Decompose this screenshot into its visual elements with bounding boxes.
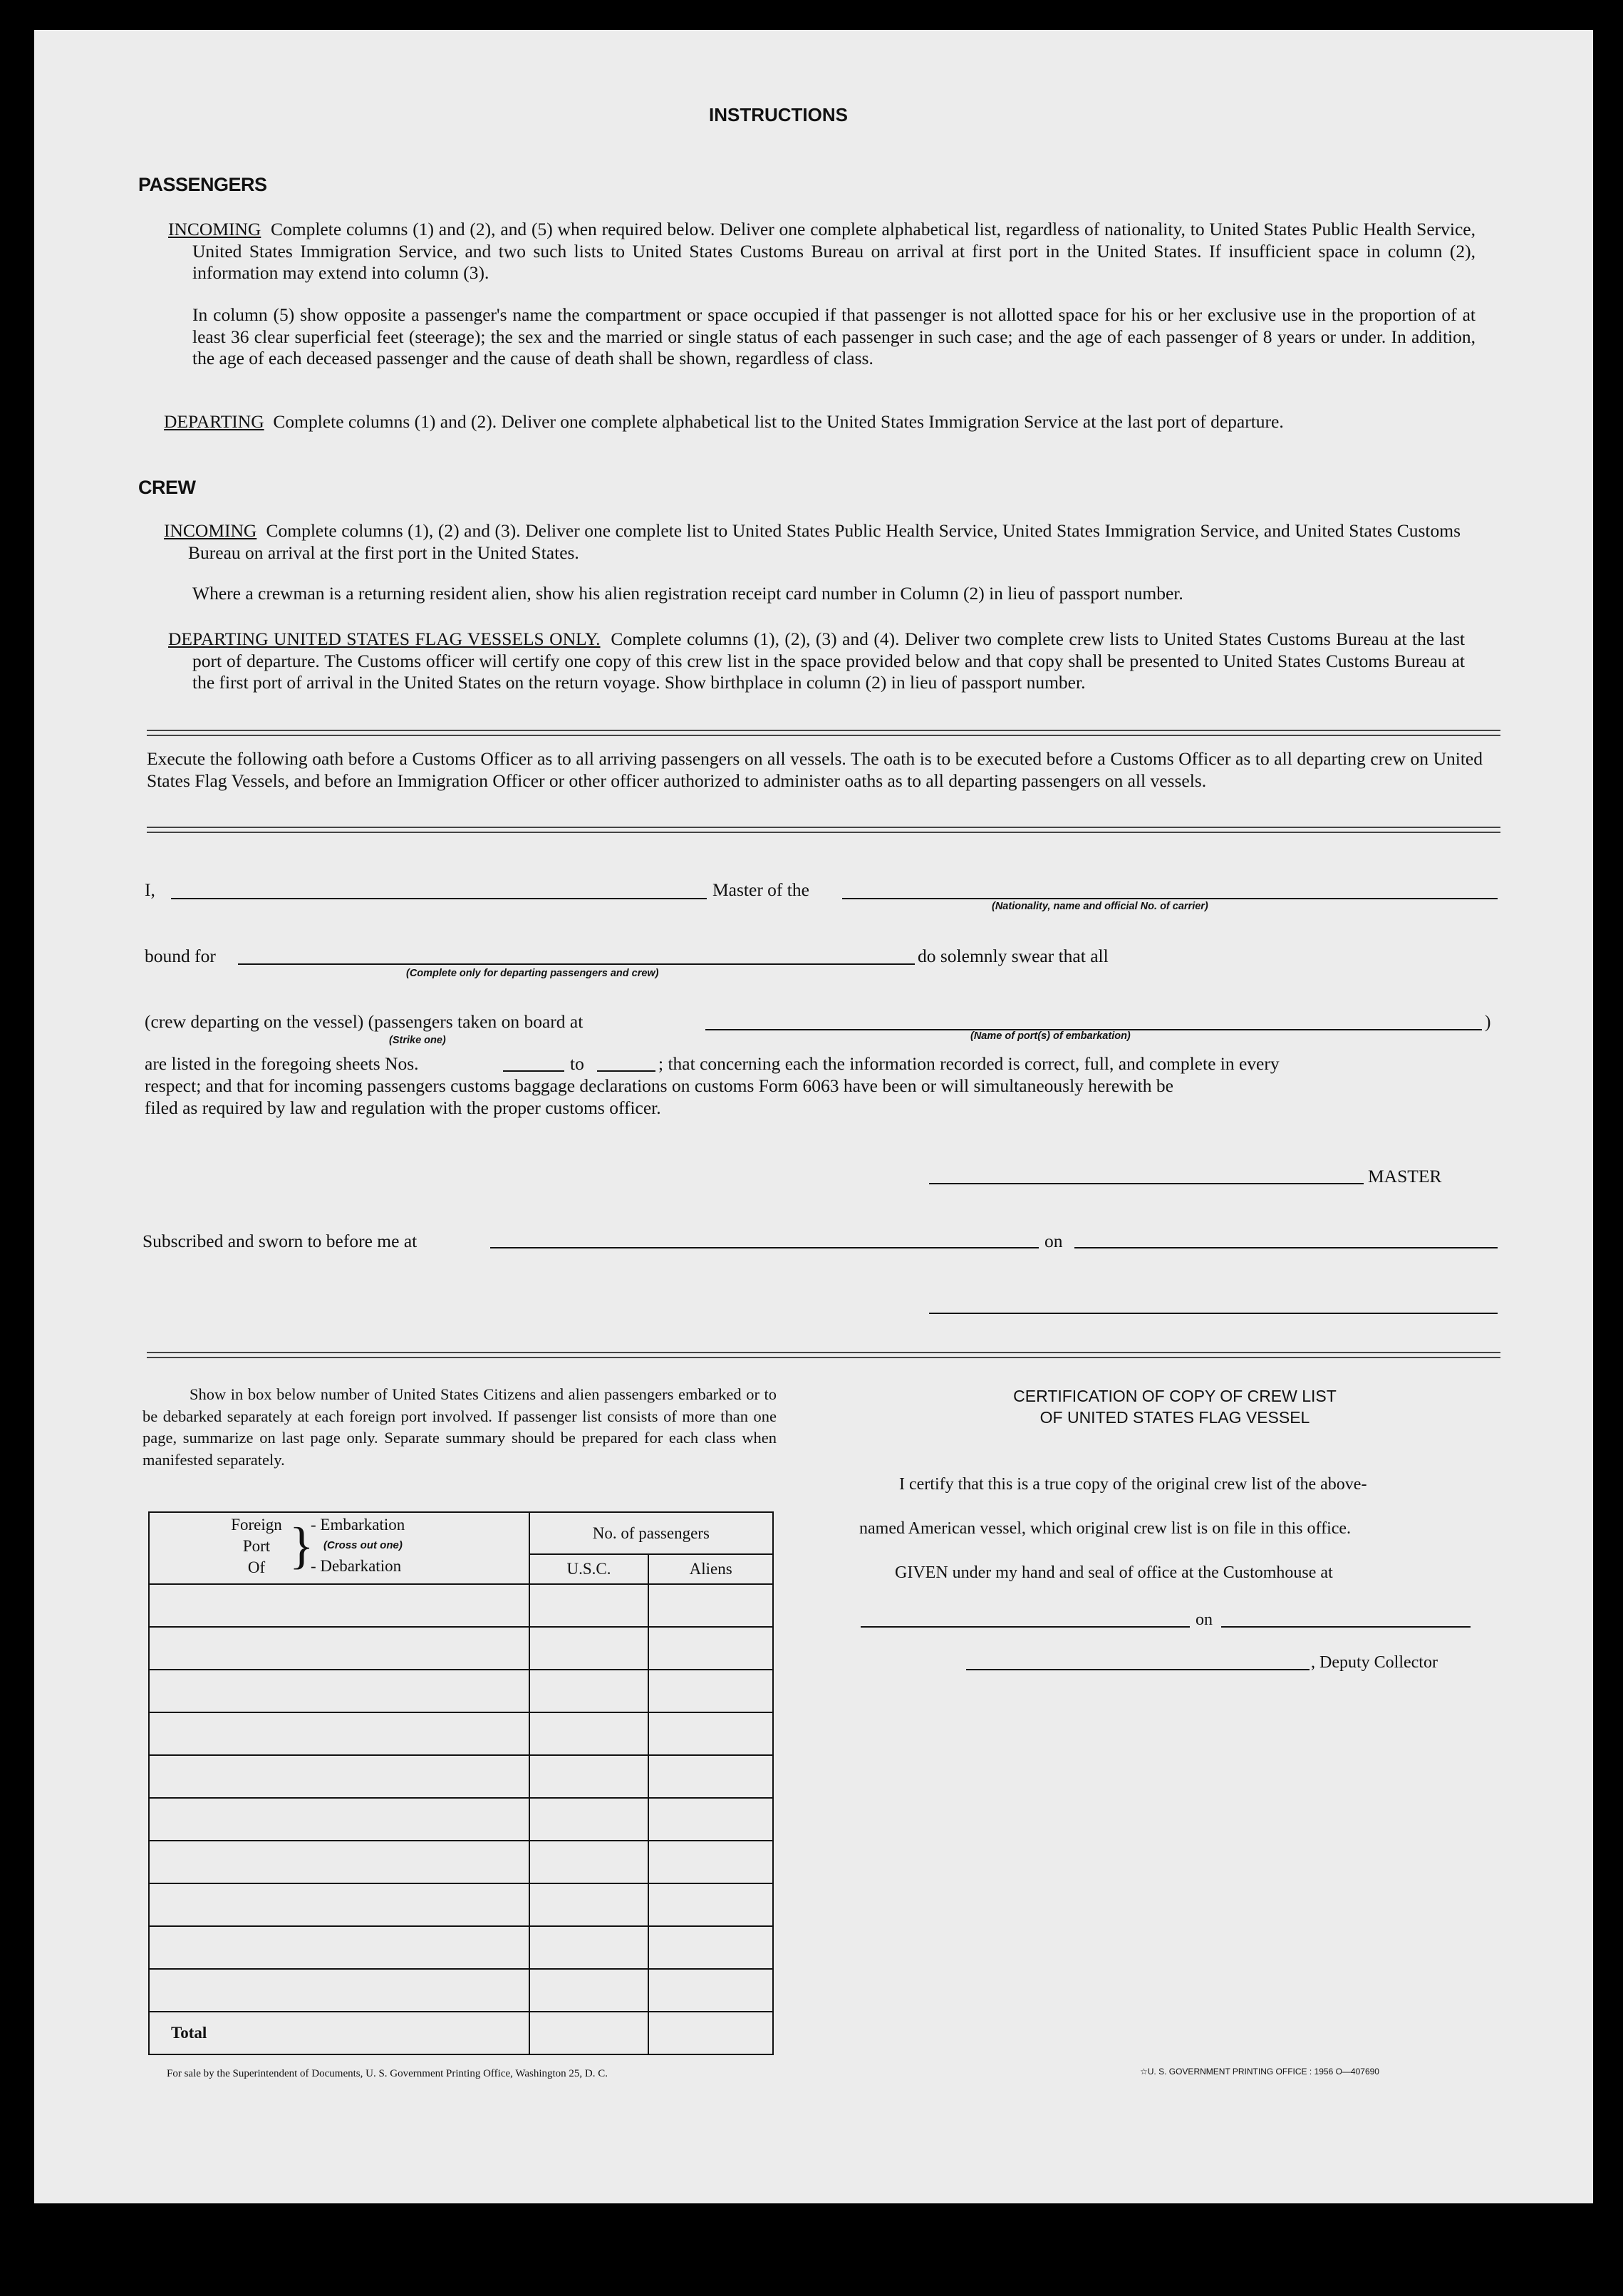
port-cell[interactable] [149, 1670, 529, 1712]
table-row [149, 1883, 773, 1926]
sheet-to-field[interactable] [597, 1070, 655, 1072]
of-label: Of [247, 1558, 266, 1576]
table-row [149, 1841, 773, 1883]
footer-left: For sale by the Superintendent of Documents, U. S. Government Printing Office, Washington 25, D. C. [167, 2068, 608, 2079]
crew-departing-label: DEPARTING UNITED STATES FLAG VESSELS ONLY. [168, 629, 601, 649]
total-label: Total [149, 2012, 529, 2054]
bound-for-label: bound for [145, 946, 216, 966]
total-usc-cell[interactable] [529, 2012, 649, 2054]
aliens-cell[interactable] [648, 1841, 773, 1883]
table-row [149, 1798, 773, 1841]
departing-text: Complete columns (1) and (2). Deliver one complete alphabetical list to the United States Immigration Service at the last port of departure. [273, 411, 1284, 432]
divider [147, 827, 1500, 833]
deputy-collector-signature-field[interactable] [966, 1669, 1310, 1670]
table-row [149, 1926, 773, 1969]
strike-caption: (Strike one) [389, 1035, 446, 1046]
certification-heading [808, 1385, 1542, 1428]
on-label: on [1044, 1231, 1063, 1251]
table-row [149, 1755, 773, 1798]
port-cell[interactable] [149, 1798, 529, 1841]
debarkation-option[interactable]: - Debarkation [311, 1557, 402, 1575]
total-row [149, 2012, 773, 2054]
divider [147, 1352, 1500, 1358]
carrier-caption: (Nationality, name and official No. of carrier) [992, 901, 1208, 912]
crew-incoming-text: Complete columns (1), (2) and (3). Deliver one complete list to United States Public Health Service, United States Immigration Service, and United States Customs Bureau on arrival at the first port in the United States. [188, 520, 1461, 563]
filed-line: filed as required by law and regulation with the proper customs officer. [145, 1097, 661, 1118]
aliens-cell[interactable] [648, 1670, 773, 1712]
usc-cell[interactable] [529, 1670, 649, 1712]
passengers-incoming-paragraph [168, 219, 1476, 284]
crew-incoming-label: INCOMING [164, 520, 257, 541]
swear-label: do solemnly swear that all [918, 946, 1109, 966]
certification-heading-line1: CERTIFICATION OF COPY OF CREW LIST [1013, 1387, 1337, 1405]
crew-passengers-label: (crew departing on the vessel) (passengers taken on board at [145, 1011, 584, 1032]
to-label: to [570, 1053, 584, 1074]
aliens-cell[interactable] [648, 1926, 773, 1969]
ports-caption: (Name of port(s) of embarkation) [970, 1030, 1131, 1042]
form-sheet [34, 30, 1593, 2203]
usc-cell[interactable] [529, 1969, 649, 2012]
port-cell[interactable] [149, 1841, 529, 1883]
master-label: MASTER [1368, 1166, 1442, 1186]
table-row [149, 1670, 773, 1712]
port-cell[interactable] [149, 1712, 529, 1755]
certify-line2: named American vessel, which original crew list is on file in this office. [859, 1519, 1352, 1538]
incoming-text: Complete columns (1) and (2), and (5) when required below. Deliver one complete alphabetical list, regardless of nationality, to United States Public Health Service, United States Immigration Service, and two such lists to United States Customs Bureau on arrival at first port in the United States. If insufficient space in column (2), information may extend into column (3). [192, 219, 1476, 283]
passengers-departing-paragraph [164, 411, 1476, 433]
listed-suffix: ; that concerning each the information recorded is correct, full, and complete in every [658, 1053, 1280, 1074]
usc-header: U.S.C. [529, 1554, 649, 1584]
passenger-summary-table [148, 1511, 774, 2055]
embarkation-option[interactable]: - Embarkation [311, 1516, 405, 1534]
certify-on-label: on [1196, 1610, 1213, 1629]
usc-cell[interactable] [529, 1926, 649, 1969]
table-row [149, 1712, 773, 1755]
table-row [149, 1969, 773, 2012]
certify-line3: GIVEN under my hand and seal of office at the Customhouse at [895, 1563, 1333, 1582]
usc-cell[interactable] [529, 1883, 649, 1926]
port-cell[interactable] [149, 1755, 529, 1798]
usc-cell[interactable] [529, 1627, 649, 1670]
subscribed-date-field[interactable] [1074, 1247, 1498, 1248]
column5-paragraph: In column (5) show opposite a passenger's name the compartment or space occupied if that passenger is not allotted space for his or her exclusive use in the proportion of at least 36 clear superficial feet (steerage); the sex and the married or single status of each passenger in such case; and the age of each passenger of 8 years or under. In addition, the age of each deceased passenger and the cause of death shall be shown, regardless of class. [192, 304, 1476, 368]
customhouse-field[interactable] [861, 1626, 1190, 1628]
total-aliens-cell[interactable] [648, 2012, 773, 2054]
port-cell[interactable] [149, 1627, 529, 1670]
port-header-cell [149, 1512, 529, 1584]
aliens-cell[interactable] [648, 1755, 773, 1798]
port-cell[interactable] [149, 1584, 529, 1627]
listed-prefix: are listed in the foregoing sheets Nos. [145, 1053, 419, 1074]
deputy-collector-label: , Deputy Collector [1311, 1653, 1438, 1672]
certify-line1: I certify that this is a true copy of the original crew list of the above- [899, 1475, 1367, 1494]
bound-for-field[interactable] [238, 963, 915, 965]
aliens-cell[interactable] [648, 1969, 773, 2012]
crew-departing-paragraph [168, 629, 1465, 694]
table-row [149, 1584, 773, 1627]
close-paren: ) [1485, 1011, 1491, 1032]
usc-cell[interactable] [529, 1755, 649, 1798]
respect-line: respect; and that for incoming passengers customs baggage declarations on customs Form 6063 have been or will simultaneously herewith be [145, 1075, 1173, 1096]
cross-out-caption: (Cross out one) [323, 1539, 403, 1551]
officer-signature-field[interactable] [929, 1313, 1498, 1314]
incoming-label: INCOMING [168, 219, 261, 239]
subscribed-label: Subscribed and sworn to before me at [142, 1231, 418, 1251]
master-name-field[interactable] [171, 898, 707, 899]
oath-i-label: I, [145, 879, 155, 900]
port-cell[interactable] [149, 1926, 529, 1969]
usc-cell[interactable] [529, 1584, 649, 1627]
resident-alien-paragraph: Where a crewman is a returning resident alien, show his alien registration receipt card number in Column (2) in lieu of passport number. [192, 583, 1183, 604]
aliens-cell[interactable] [648, 1584, 773, 1627]
footer-right: ☆U. S. GOVERNMENT PRINTING OFFICE : 1956 O—407690 [1140, 2067, 1379, 2077]
certification-heading-line2: OF UNITED STATES FLAG VESSEL [1039, 1408, 1310, 1427]
port-cell[interactable] [149, 1969, 529, 2012]
port-cell[interactable] [149, 1883, 529, 1926]
usc-cell[interactable] [529, 1841, 649, 1883]
aliens-cell[interactable] [648, 1883, 773, 1926]
page-title: INSTRUCTIONS [709, 104, 848, 125]
foreign-label: Foreign [231, 1516, 282, 1534]
bound-caption: (Complete only for departing passengers and crew) [406, 968, 659, 979]
aliens-cell[interactable] [648, 1712, 773, 1755]
oath-instructions: Execute the following oath before a Customs Officer as to all arriving passengers on all vessels. The oath is to be executed before a Customs Officer as to all departing crew on United States Flag Vessels, and before an Immigration Officer or other officer authorized to administer oaths as to all departing passengers on all vessels. [147, 748, 1483, 791]
no-passengers-header: No. of passengers [529, 1512, 773, 1554]
brace-icon: } [289, 1517, 314, 1574]
crew-departing-text: Complete columns (1), (2), (3) and (4). Deliver two complete crew lists to United States Customs Bureau at the last port of departure. The Customs officer will certify one copy of this crew list in the space provided below and that copy shall be presented to United States Customs Bureau at the first port of arrival in the United States on the return voyage. Show birthplace in column (2) in lieu of passport number. [192, 629, 1465, 693]
crew-heading: CREW [138, 477, 196, 498]
passengers-heading: PASSENGERS [138, 174, 267, 195]
table-row [149, 1627, 773, 1670]
divider [147, 730, 1500, 736]
port-label: Port [242, 1537, 271, 1555]
master-of-the-label: Master of the [712, 879, 809, 900]
crew-incoming-paragraph [164, 520, 1461, 564]
certification-date-field[interactable] [1221, 1626, 1471, 1628]
usc-cell[interactable] [529, 1798, 649, 1841]
carrier-field[interactable] [842, 898, 1498, 899]
aliens-cell[interactable] [648, 1798, 773, 1841]
summary-instructions: Show in box below number of United States Citizens and alien passengers embarked or to be debarked separately at each foreign port involved. If passenger list consists of more than one page, summarize on last page only. Separate summary should be prepared for each class when manifested separately. [142, 1385, 777, 1469]
master-signature-field[interactable] [929, 1183, 1364, 1184]
aliens-header: Aliens [648, 1554, 773, 1584]
subscribed-place-field[interactable] [490, 1247, 1039, 1248]
usc-cell[interactable] [529, 1712, 649, 1755]
departing-label: DEPARTING [164, 411, 264, 432]
aliens-cell[interactable] [648, 1627, 773, 1670]
sheet-from-field[interactable] [503, 1070, 564, 1072]
